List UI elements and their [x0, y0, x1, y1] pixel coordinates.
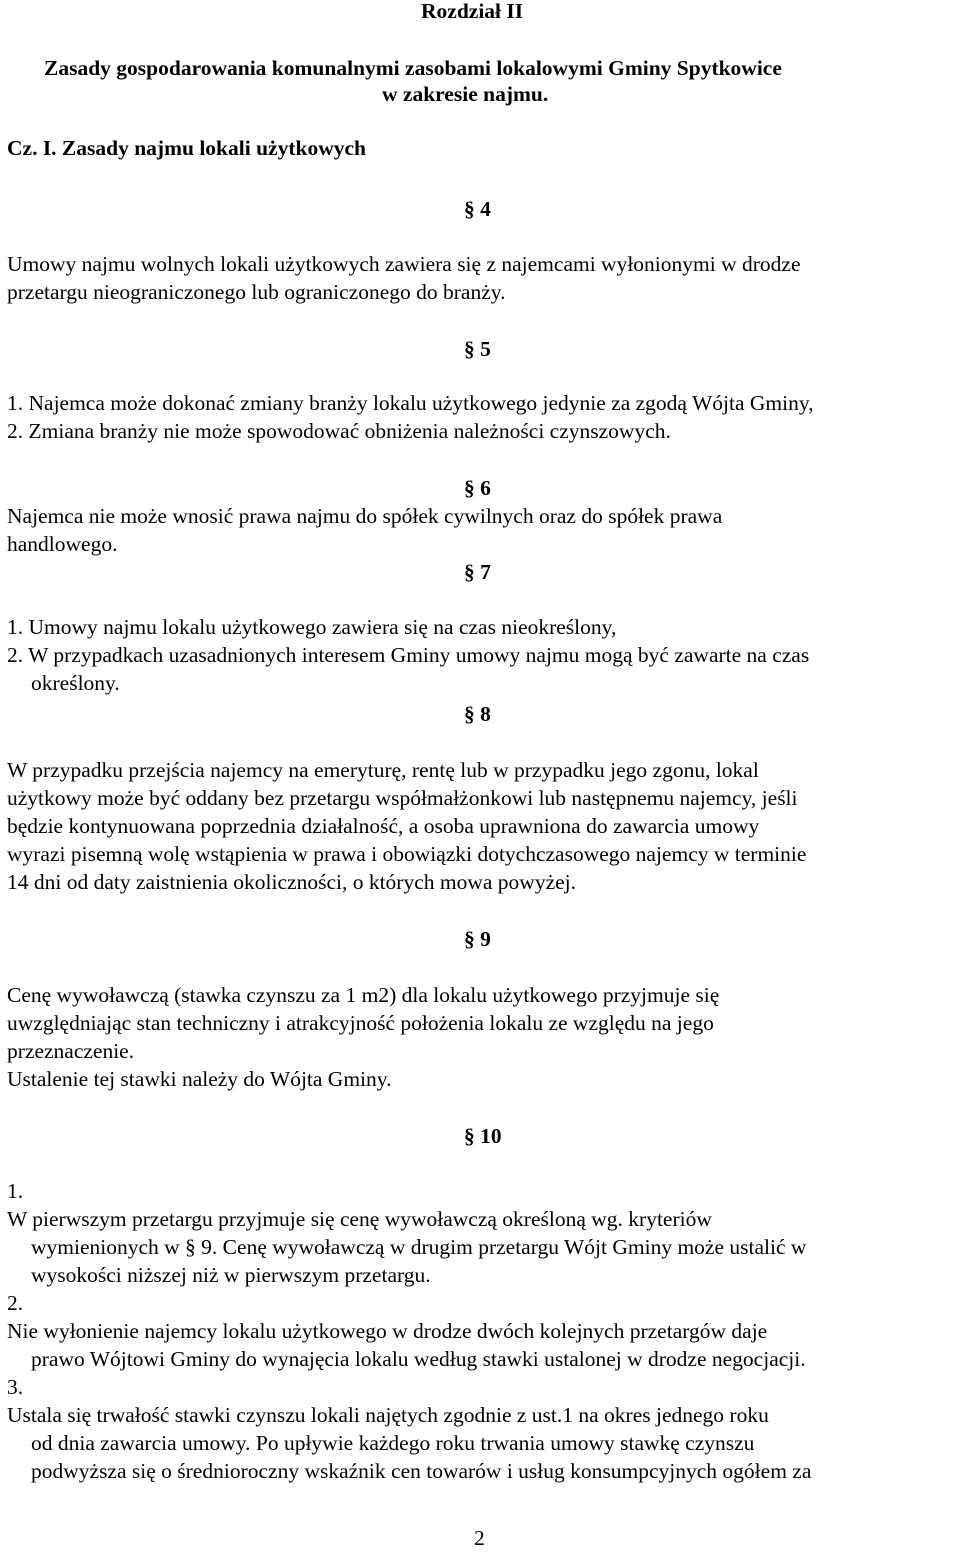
text-line: wysokości niższej niż w pierwszym przetargu.: [31, 1263, 431, 1287]
text-line: uwzględniając stan techniczny i atrakcyjność położenia lokalu ze względu na jego: [7, 1011, 714, 1035]
page-number: 2: [474, 1526, 485, 1550]
document-title-line2: w zakresie najmu.: [382, 82, 549, 106]
text-line: 2. Zmiana branży nie może spowodować obniżenia należności czynszowych.: [7, 419, 671, 443]
section-10-item-2: [7, 1289, 955, 1373]
text-line: wymienionych w § 9. Cenę wywoławczą w drugim przetargu Wójt Gminy może ustalić w: [31, 1235, 807, 1259]
text-line: 1. Najemca może dokonać zmiany branży lokalu użytkowego jedynie za zgodą Wójta Gminy,: [7, 391, 814, 415]
section-10-item-3: [7, 1373, 955, 1485]
text-line: Ustalenie tej stawki należy do Wójta Gminy.: [7, 1067, 392, 1091]
section-10-heading: § 10: [464, 1124, 502, 1148]
text-line: [7, 1177, 955, 1233]
section-5-heading: § 5: [464, 337, 491, 361]
text-line: Najemca nie może wnosić prawa najmu do spółek cywilnych oraz do spółek prawa: [7, 504, 723, 528]
item-number: 3.: [7, 1375, 24, 1399]
text-line: podwyższa się o średnioroczny wskaźnik cen towarów i usług konsumpcyjnych ogółem za: [31, 1459, 812, 1483]
text-line: określony.: [31, 671, 120, 695]
item-number: 2.: [7, 1291, 24, 1315]
text-line: W przypadku przejścia najemcy na emeryturę, rentę lub w przypadku jego zgonu, lokal: [7, 758, 759, 782]
item-number: 1.: [7, 1179, 24, 1203]
text-line: wyrazi pisemną wolę wstąpienia w prawa i obowiązki dotychczasowego najemcy w terminie: [7, 842, 807, 866]
text-line: 2. W przypadkach uzasadnionych interesem Gminy umowy najmu mogą być zawarte na czas: [7, 643, 810, 667]
document-title-line1: Zasady gospodarowania komunalnymi zasobami lokalowymi Gminy Spytkowice: [44, 56, 782, 80]
text-line: będzie kontynuowana poprzednia działalność, a osoba uprawniona do zawarcia umowy: [7, 814, 760, 838]
text-line: przetargu nieograniczonego lub ograniczonego do branży.: [7, 280, 506, 304]
text-line: Umowy najmu wolnych lokali użytkowych zawiera się z najemcami wyłonionymi w drodze: [7, 252, 801, 276]
section-4-text: [7, 250, 955, 306]
item-text: Ustala się trwałość stawki czynszu lokali najętych zgodnie z ust.1 na okres jednego roku: [7, 1403, 769, 1427]
item-text: W pierwszym przetargu przyjmuje się cenę wywoławczą określoną wg. kryteriów: [7, 1207, 712, 1231]
text-line: Cenę wywoławczą (stawka czynszu za 1 m2) dla lokalu użytkowego przyjmuje się: [7, 983, 720, 1007]
item-text: Nie wyłonienie najemcy lokalu użytkowego w drodze dwóch kolejnych przetargów daje: [7, 1319, 768, 1343]
section-8-text: [7, 756, 955, 896]
text-line: 1. Umowy najmu lokalu użytkowego zawiera się na czas nieokreślony,: [7, 615, 617, 639]
section-4-heading: § 4: [464, 197, 491, 221]
section-9-text: [7, 981, 955, 1093]
text-line: 14 dni od daty zaistnienia okoliczności, o których mowa powyżej.: [7, 870, 577, 894]
text-line: prawo Wójtowi Gminy do wynajęcia lokalu według stawki ustalonej w drodze negocjacji.: [31, 1347, 806, 1371]
text-line: użytkowy może być oddany bez przetargu współmałżonkowi lub następnemu najemcy, jeśli: [7, 786, 798, 810]
text-line: handlowego.: [7, 532, 118, 556]
section-6-text: [7, 502, 955, 558]
section-10-item-1: [7, 1177, 955, 1289]
text-line: [7, 1373, 955, 1429]
section-9-heading: § 9: [464, 927, 491, 951]
section-7-text: [7, 613, 955, 697]
section-7-heading: § 7: [464, 560, 491, 584]
section-5-text: [7, 389, 955, 445]
part-heading: Cz. I. Zasady najmu lokali użytkowych: [7, 136, 366, 160]
text-line: od dnia zawarcia umowy. Po upływie każdego roku trwania umowy stawkę czynszu: [31, 1431, 755, 1455]
section-6-heading: § 6: [464, 476, 491, 500]
section-8-heading: § 8: [464, 702, 491, 726]
text-line: przeznaczenie.: [7, 1039, 135, 1063]
chapter-title: Rozdział II: [421, 0, 524, 23]
text-line: [7, 1289, 955, 1345]
